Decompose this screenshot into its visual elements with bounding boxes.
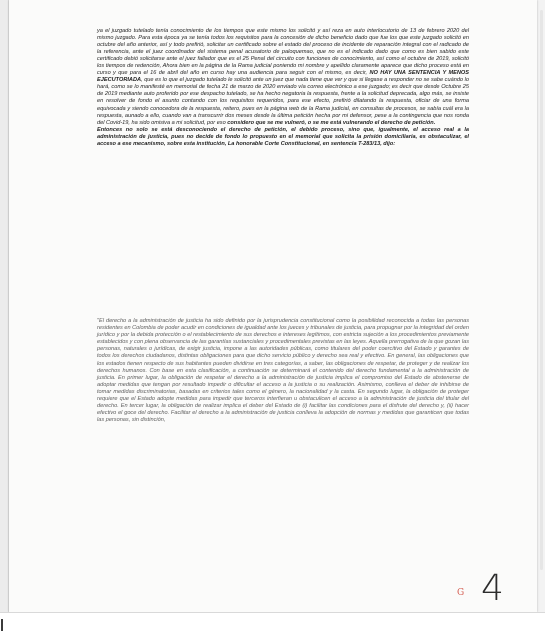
paragraph-1-text: ya el juzgado tutelado tenía conocimiento de los tiempos que este mismo los solicitó y así reza en auto interlocutorio de 13 de febrero 2020 del mismo juzgado. Para esta época ya se tenía todos los requisitos para la concesión de dicho beneficio dado que fue los que este juzgado solicitó en octubre del año anterior, así y todo prefirió, solicitar un certificado sobre el estado del proceso de incidente de reparación integral con el radicado de la referencia, ante el juez coordinador del sistema penal acusatorio de paloquemao, que no es el indicado dado que como es bien sabido este certificado debió solicitarse ante el juez fallador que es el 25 Penal del circuito con funciones de conocimiento, así como el octubre de 2019, solicitó los tiempos de redención, Ahora bien en la página de la Rama judicial poniendo mi nombre y apellido claramente aparece que dicho proceso está en curso y que para el 16 de abril del año en curso hay una audiencia para seguir con el mismo, es decir, xyxy=(97,28,469,77)
emphasis-no-sentence: NO HAY UNA SENTENCIA Y MENOS EJECUTORIADA xyxy=(97,70,469,84)
document-body xyxy=(97,28,469,148)
paragraph-1b-text: , que es lo que el juzgado tutelado le solicitó ante un juez que nada tiene que ver y que si llegase a responder no se sabe cuándo lo hará, como se lo manifesté en memorial de fecha 21 de marzo de 2020 enviado vía correo electrónico a ese juzgado; es decir que desde Octubre 25 de 2019 mediante auto proferido por ese despacho tutelado, se ha hecho negatoria la respuesta, frente a la solicitud deprecada, algo más, se insiste en resolver de fondo el asunto contando con los requisitos requeridos, para ese efecto, prefirió dilatando la respuesta, oficiar de una forma equivocada y siendo conocedora de la respuesta, reitero, pues en la página web de la Rama judicial, en consultas de procesos, se sabía cuál era la respuesta, aunado a ello, cuando van a transcurrir dos meses desde la última petición hecha por mi defensor, pese a la contingencia que nos ronda del Covid-19, ha sido omisiva a mi solicitud, por eso xyxy=(97,77,469,126)
body-paragraph-2: Entonces no solo se está desconociendo el derecho de petición, el debido proceso, sino que, igualmente, el acceso real a la administración de justicia, pues no decide de fondo lo propuesto en el memorial que solicita la prisión domiciliaria, es obstaculizar, el acceso a ese mecanismo, sobre esta institución, La honorable Corte Constitucional, en sentencia T-283/13, dijo: xyxy=(97,126,469,147)
emphasis-violation: considero que se me vulneró, o se me está vulnerando el derecho de petición. xyxy=(227,119,436,126)
scrollbar[interactable] xyxy=(540,10,543,570)
viewer-bottom-bar xyxy=(0,612,545,635)
body-paragraph xyxy=(97,28,469,127)
constitutional-court-quote: "El derecho a la administración de justicia ha sido definido por la jurisprudencia constitucional como la posibilidad reconocida a todas las personas residentes en Colombia de poder acudir en condiciones de igualdad ante los jueces y tribunales de justicia, para propugnar por la integridad del orden jurídico y por la debida protección o el restablecimiento de sus derechos e intereses legítimos, con estricta sujeción a los procedimientos previamente establecidos y con plena observancia de las garantías sustanciales y procedimentales previstas en las leyes. Aquella prerrogativa de la que gozan las personas, naturales o jurídicas, de exigir justicia, impone a las autoridades públicas, como titulares del poder coercitivo del Estado y garantes de todos los derechos ciudadanos, distintas obligaciones para que dicho servicio público y derecho sea real y efectivo. En general, las obligaciones que los estados tienen respecto de sus habitantes pueden dividirse en tres categorías, a saber, las obligaciones de respetar, de proteger y de realizar los derechos humanos. Con base en esta clasificación, a continuación se determinará el contenido del derecho fundamental a la administración de justicia. En primer lugar, la obligación de respetar el derecho a la administración de justicia implica el compromiso del Estado de abstenerse de adoptar medidas que tengan por resultado impedir o dificultar el acceso a la justicia o su realización. Asimismo, conlleva el deber de inhibirse de tomar medidas discriminatorias, basadas en criterios tales como el género, la nacionalidad y la casta. En segundo lugar, la obligación de proteger requiere que el Estado adopte medidas para impedir que terceros interfieran u obstaculicen el acceso a la administración de justicia del titular del derecho. En tercer lugar, la obligación de realizar implica el deber del Estado de (i) facilitar las condiciones para el disfrute del derecho y, (ii) hacer efectivo el goce del derecho. Facilitar el derecho a la administración de justicia conlleva la adopción de normas y medidas que garanticen que todas las personas, sin distinción, xyxy=(97,318,469,424)
handwritten-mark: G xyxy=(457,588,465,598)
cursor-caret-icon xyxy=(1,619,3,631)
document-page xyxy=(9,0,537,612)
viewer-left-edge xyxy=(0,0,9,634)
page-number: 4 xyxy=(481,568,504,609)
